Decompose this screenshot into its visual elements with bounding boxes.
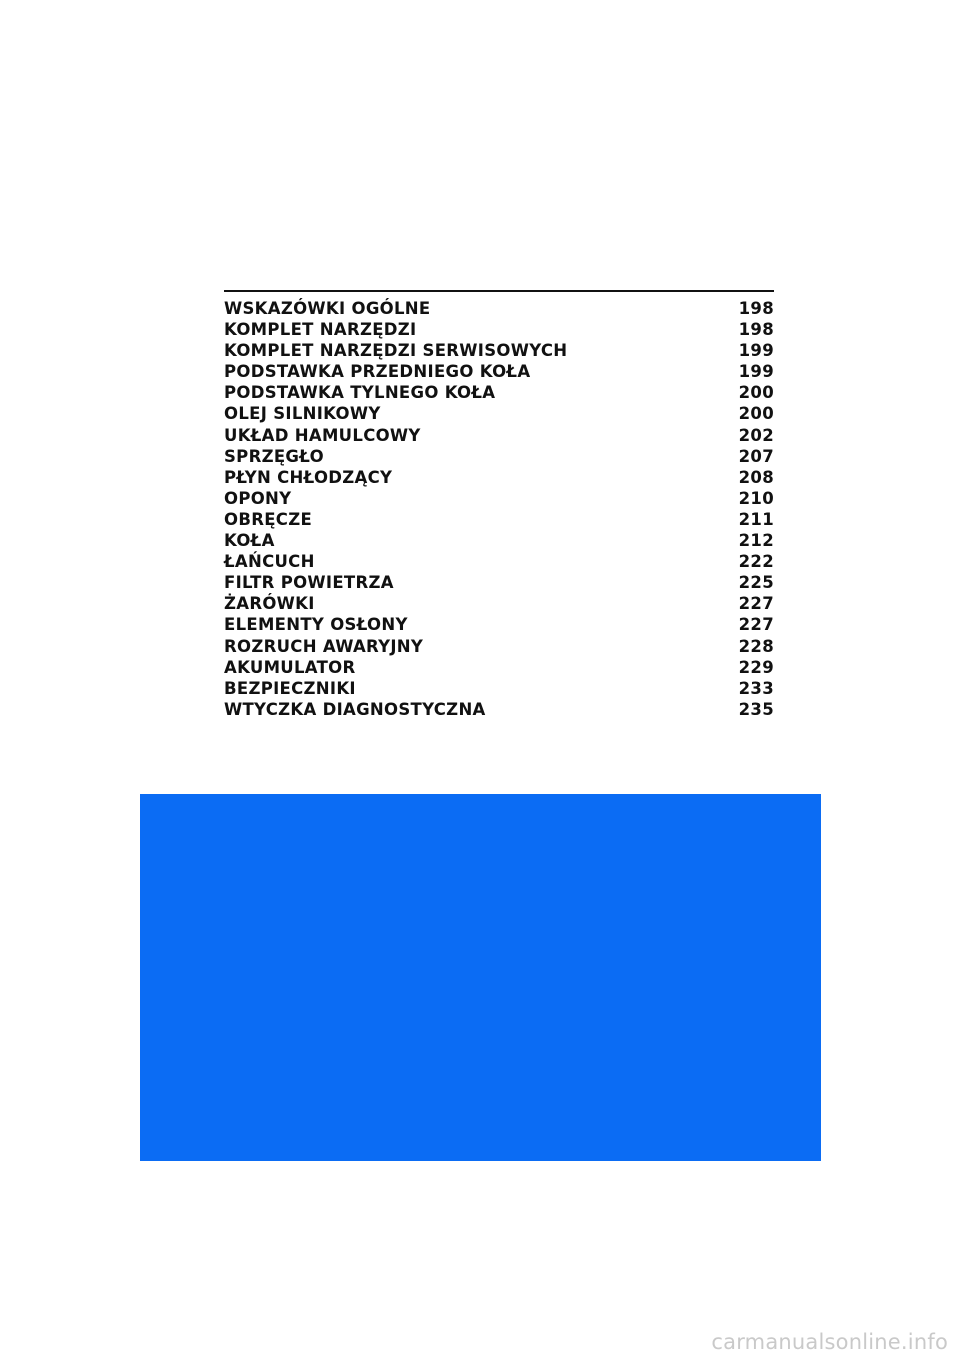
- toc-entry[interactable]: [224, 340, 774, 361]
- toc-entry-page: 199: [738, 341, 774, 361]
- toc-entry-title: WSKAZÓWKI OGÓLNE: [224, 299, 431, 318]
- toc-entry-title: PODSTAWKA TYLNEGO KOŁA: [224, 383, 496, 403]
- toc-entry-title: PŁYN CHŁODZĄCY: [224, 467, 393, 487]
- toc-entry-title: WTYCZKA DIAGNOSTYCZNA: [224, 699, 486, 719]
- toc-entry-title: ŁAŃCUCH: [224, 552, 315, 572]
- toc-entry[interactable]: [224, 572, 774, 593]
- toc-entry[interactable]: [224, 614, 774, 635]
- toc-entry-title: KOMPLET NARZĘDZI: [224, 320, 417, 340]
- toc-entry-page: 227: [738, 615, 774, 635]
- watermark: carmanualsonline.info: [711, 1330, 948, 1354]
- toc-entry-page: 225: [738, 573, 774, 593]
- toc-entry[interactable]: [224, 678, 774, 699]
- toc-entry-page: 212: [738, 531, 774, 551]
- toc-entry-page: 235: [738, 699, 774, 719]
- table-of-contents: [224, 290, 774, 720]
- toc-entry-title: PODSTAWKA PRZEDNIEGO KOŁA: [224, 362, 531, 382]
- toc-entry-page: 198: [738, 320, 774, 340]
- toc-entry[interactable]: [224, 699, 774, 720]
- chapter-color-panel: [140, 794, 821, 1161]
- toc-entry-page: 198: [738, 299, 774, 318]
- toc-entry-page: 233: [738, 678, 774, 698]
- toc-entry[interactable]: [224, 488, 774, 509]
- toc-entry[interactable]: [224, 319, 774, 340]
- toc-entry-page: 229: [738, 657, 774, 677]
- toc-entry[interactable]: [224, 382, 774, 403]
- toc-entry-title: OPONY: [224, 488, 292, 508]
- toc-entry[interactable]: [224, 298, 774, 319]
- toc-entry[interactable]: [224, 467, 774, 488]
- toc-entry-title: BEZPIECZNIKI: [224, 678, 356, 698]
- toc-entry-page: 200: [738, 404, 774, 424]
- toc-entry[interactable]: [224, 403, 774, 424]
- toc-entry[interactable]: [224, 636, 774, 657]
- toc-entry-title: FILTR POWIETRZA: [224, 573, 394, 593]
- toc-entry-title: ROZRUCH AWARYJNY: [224, 636, 424, 656]
- toc-entry-page: 211: [738, 509, 774, 529]
- toc-entry[interactable]: [224, 446, 774, 467]
- toc-entry-title: KOŁA: [224, 531, 275, 551]
- toc-entry-page: 207: [738, 446, 774, 466]
- toc-entry[interactable]: [224, 361, 774, 382]
- toc-entry-page: 210: [738, 488, 774, 508]
- toc-entry-title: AKUMULATOR: [224, 657, 356, 677]
- toc-entry-page: 227: [738, 594, 774, 614]
- toc-entry-title: SPRZĘGŁO: [224, 446, 324, 466]
- toc-entry[interactable]: [224, 509, 774, 530]
- toc-entry-page: 228: [738, 636, 774, 656]
- toc-entry-title: KOMPLET NARZĘDZI SERWISOWYCH: [224, 341, 568, 361]
- toc-entry[interactable]: [224, 593, 774, 614]
- toc-entry-title: UKŁAD HAMULCOWY: [224, 425, 421, 445]
- toc-entry-title: ELEMENTY OSŁONY: [224, 615, 408, 635]
- toc-entry-page: 222: [738, 552, 774, 572]
- toc-entry[interactable]: [224, 425, 774, 446]
- toc-entry-page: 200: [738, 383, 774, 403]
- toc-entry-title: OBRĘCZE: [224, 509, 313, 529]
- toc-entry-page: 202: [738, 425, 774, 445]
- toc-entry[interactable]: [224, 551, 774, 572]
- toc-entry-page: 208: [738, 467, 774, 487]
- toc-entry[interactable]: [224, 530, 774, 551]
- toc-entry-title: OLEJ SILNIKOWY: [224, 404, 381, 424]
- toc-entry-title: ŻARÓWKI: [224, 594, 315, 614]
- toc-entry-page: 199: [738, 362, 774, 382]
- toc-entry[interactable]: [224, 657, 774, 678]
